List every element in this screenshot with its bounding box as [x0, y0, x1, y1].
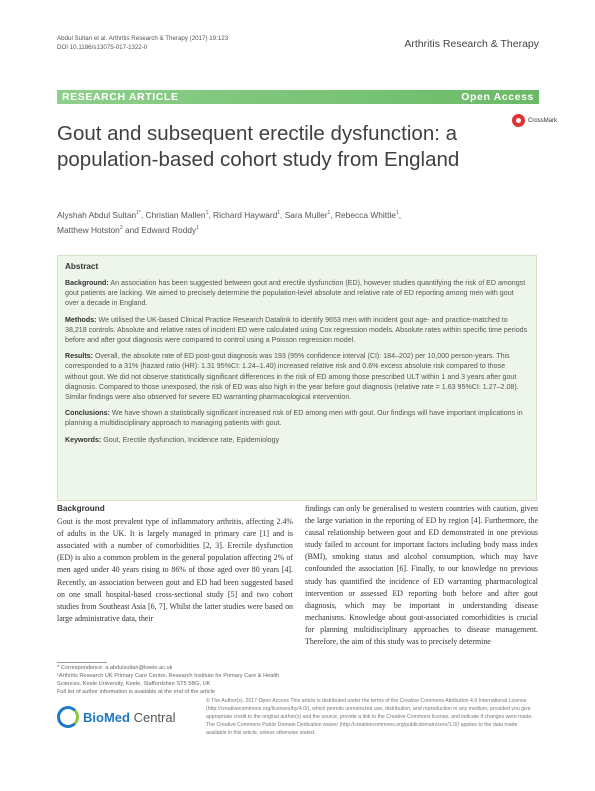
publisher-logo: BioMed Central: [57, 706, 176, 728]
correspondence[interactable]: * Correspondence: a.abdulsultan@keele.ac.uk: [57, 665, 173, 671]
author-info-note: Full list of author information is available at the end of the article: [57, 689, 215, 695]
abstract-results: Results: Overall, the absolute rate of ED post-gout diagnosis was 193 (95% confidence interval (CI): 184–202) per 10,000 person-years. This corresponded to a 31% (hazard ratio (HR): 1.31 95%CI: 1.24–1.40) increased relative risk and 0.6% excess absolute risk compared to those without gout. We did not observe statistically significant differences in the risk of ED among those prescribed ULT within 1 and 3 years after gout diagnosis. Compared to those unexposed, the risk of ED was also high in the year before gout diagnosis (relative rate = 1.63 95%CI: 1.27–2.08). Similar findings were also observed for severe ED warranting pharmacological intervention.: [65, 352, 519, 402]
citation: Abdul Sultan et al. Arthritis Research & Therapy (2017) 19:123: [57, 35, 229, 42]
crossmark-badge[interactable]: [512, 114, 557, 127]
body-column-left: [57, 503, 293, 625]
author-list: [57, 207, 497, 237]
body-text: Gout is the most prevalent type of inflammatory arthritis, affecting 2.4% of adults in the UK. It is largely managed in primary care [1] and is associated with a number of comorbidities [2, 3]. Erectile dysfunction (ED) is also a common problem in the general population affecting 2% of men aged under 40 years rising to 86% of those aged over 80 years [4]. Recently, an association between gout and ED had been suggested based on one small hospital-based cross-sectional study [5] and two cohort studies from Southeast Asia [6, 7]. Whilst the latter studies were based on large administrative data, their: [57, 517, 293, 623]
abstract-conclusions: Conclusions: We have shown a statistically significant increased risk of ED among men with gout. Our findings will have important implications in planning a multidisciplinary approach to managing patients with gout.: [65, 409, 523, 428]
author: Matthew Hotston$^2$ and: [57, 224, 142, 235]
article-type: RESEARCH ARTICLE: [62, 91, 179, 103]
footnote-divider: [57, 662, 107, 663]
affiliation: ¹Arthritis Research UK Primary Care Centre, Research Institute for Primary Care & Health Sciences, Keele University, Keele, Staffordshire ST5 5BG, UK: [57, 673, 280, 687]
open-access-label: Open Access: [461, 91, 534, 103]
footnotes: [57, 664, 293, 696]
body-text: findings can only be generalised to western countries with caution, given the large variation in the reporting of ED by region [4]. Furthermore, the causal relationship between gout and ED demonstrated in one previous study failed to account for important factors including body mass index (BMI), smoking status and alcohol consumption, which may have confounded the association [6]. Finally, to our knowledge no previous study has quantified the incidence of ED warranting pharmacological intervention or assessed ED reporting both before and after gout diagnosis, which may be important in understanding disease mechanisms. Knowledge about gout-associated comorbidities is crucial for planning multidisciplinary approaches to disease management. Therefore, the aim of this study was to precisely determine: [305, 504, 538, 647]
running-header: [57, 34, 228, 52]
doi: DOI 10.1186/s13075-017-1322-0: [57, 44, 148, 51]
abstract-keywords: Keywords: Gout, Erectile dysfunction, Incidence rate, Epidemiology: [65, 435, 280, 444]
article-title: Gout and subsequent erectile dysfunction: a population-based cohort study from England: [57, 122, 460, 171]
crossmark-label: CrossMark: [528, 117, 558, 124]
author: Edward Roddy$^1$: [141, 224, 199, 235]
abstract-heading: Abstract: [65, 262, 99, 271]
biomed-central-icon: [57, 706, 79, 728]
journal-name: Arthritis Research & Therapy: [404, 38, 539, 50]
abstract-box: [57, 255, 537, 501]
article-type-banner: [57, 90, 539, 104]
body-column-right: [305, 503, 538, 648]
author: Sara Muller$^1$,: [284, 209, 335, 220]
author: Richard Hayward$^1$,: [213, 209, 285, 220]
abstract-background: Background: An association has been suggested between gout and erectile dysfunction (ED), however studies quantifying the risk of ED amongst gout patients are lacking. We aimed to precisely determine the population-level absolute and relative rate of ED reporting among men with gout over a decade in England.: [65, 279, 526, 308]
crossmark-icon: [512, 114, 525, 127]
section-heading: Background: [57, 504, 105, 513]
abstract-methods: Methods: We utilised the UK-based Clinical Practice Research Datalink to identify 9653 men with incident gout age- and practice-matched to 38,218 controls. Absolute and relative rates of incident ED were calculated using Cox regression models. Absolute rates within specific time periods before and after gout diagnosis were compared to control using a Poisson regression model.: [65, 315, 528, 345]
author: Rebecca Whittle$^1$,: [334, 209, 402, 220]
author: Alyshah Abdul Sultan$^{1*}$,: [57, 209, 146, 220]
license-text: © The Author(s). 2017 Open Access This article is distributed under the terms of the Creative Commons Attribution 4.0 International License (http://creativecommons.org/licenses/by/4.0/), which permits unrestricted use, distribution, and reproduction in any medium, provided you give appropriate credit to the original author(s) and the source, provide a link to the Creative Commons license, and indicate if changes were made. The Creative Commons Public Domain Dedication waiver (http://creativecommons.org/publicdomain/zero/1.0/) applies to the data made available in this article, unless otherwise stated.: [206, 698, 533, 737]
author: Christian Mallen$^1$,: [145, 209, 214, 220]
